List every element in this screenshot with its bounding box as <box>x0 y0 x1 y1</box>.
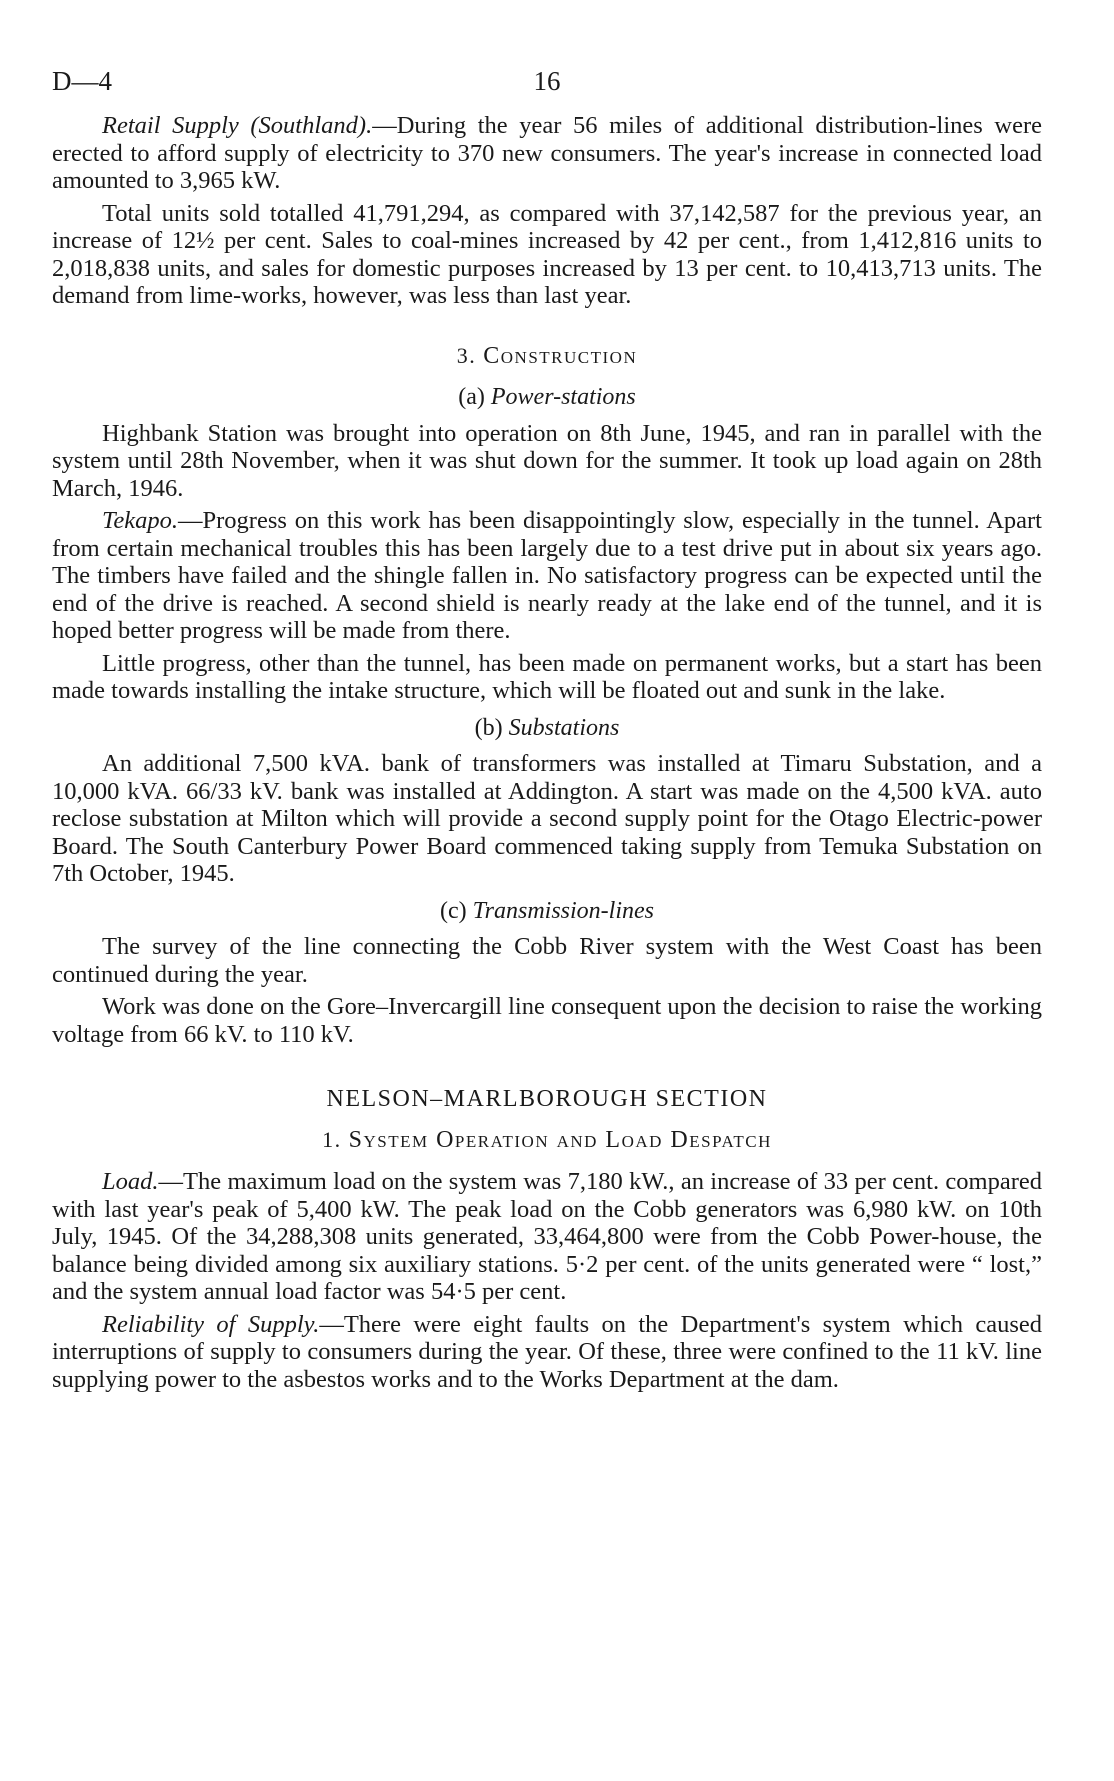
nelson-marlborough-heading: NELSON–MARLBOROUGH SECTION <box>326 1086 768 1112</box>
units-sold-paragraph: Total units sold totalled 41,791,294, as compared with 37,142,587 for the previous year, an increase of 12½ per cent. Sales to coal-mines increased by 42 per cent., from 1,412,816 units to 2,018,838 units, and sales for domestic purposes increased by 13 per cent. to 10,413,713 units. The demand from lime-works, however, was less than last year. <box>52 199 1042 309</box>
substations-label: (b) <box>474 714 503 741</box>
system-operation-heading <box>52 1126 1042 1155</box>
transmission-heading <box>52 898 1042 926</box>
substations-paragraph: An additional 7,500 kVA. bank of transformers was installed at Timaru Substation, and a 10,000 kVA. 66/33 kV. bank was installed at Addington. A start was made on the 4,500 kVA. auto reclose substation at Milton which will provide a second supply point for the Otago Electric-power Board. The South Canterbury Power Board commenced taking supply from Temuka Substation on 7th October, 1945. <box>52 750 1042 887</box>
construction-heading-text: Construction <box>483 342 638 369</box>
retail-supply-text: —During the year 56 miles of additional distribution-lines were erected to afford supply of electricity to 370 new consumers. The year's increase in connected load amounted to 3,965 kW. <box>52 112 1042 194</box>
page-header <box>52 68 1042 112</box>
retail-supply-paragraph <box>52 112 1042 195</box>
permanent-works-paragraph: Little progress, other than the tunnel, has been made on permanent works, but a start has been made towards installing the intake structure, which will be floated out and sunk in the lake. <box>52 649 1042 704</box>
page-number: 16 <box>533 66 561 96</box>
load-heading: Load. <box>102 1168 159 1195</box>
tekapo-paragraph <box>52 507 1042 645</box>
transmission-title: Transmission-lines <box>472 897 654 924</box>
power-stations-label: (a) <box>458 384 485 410</box>
system-operation-number: 1. <box>322 1126 342 1152</box>
highbank-paragraph: Highbank Station was brought into operation on 8th June, 1945, and ran in parallel with the system until 28th November, when it was shut down for the summer. It took up load again on 28th March, 1946. <box>52 419 1042 502</box>
retail-supply-heading: Retail Supply (Southland). <box>102 112 373 139</box>
construction-heading <box>52 342 1042 371</box>
survey-paragraph: The survey of the line connecting the Cobb River system with the West Coast has been continued during the year. <box>52 933 1042 988</box>
system-operation-title: System Operation and Load Despatch <box>348 1126 772 1153</box>
transmission-label: (c) <box>439 897 467 924</box>
reliability-text: —There were eight faults on the Department's system which caused interruptions of supply to consumers during the year. Of these, three were confined to the 11 kV. line supplying power to the asbestos works and to the Works Department at the dam. <box>52 1310 1042 1393</box>
load-paragraph <box>52 1168 1042 1306</box>
substations-heading <box>52 715 1042 743</box>
power-stations-heading <box>52 384 1042 412</box>
document-reference: D—4 <box>52 66 112 96</box>
reliability-paragraph <box>52 1311 1042 1394</box>
reliability-heading: Reliability of Supply. <box>102 1310 320 1338</box>
construction-heading-number: 3. <box>456 342 477 368</box>
load-text: —The maximum load on the system was 7,180 kW., an increase of 33 per cent. compared with last year's peak of 5,400 kW. The peak load on the Cobb generators was 6,980 kW. on 10th July, 1945. Of the 34,288,308 units generated, 33,464,800 were from the Cobb Power-house, the balance being divided among six auxiliary stations. 5·2 per cent. of the units generated were “ lost,” and the system annual load factor was 54·5 per cent. <box>52 1168 1042 1305</box>
document-page <box>52 68 1042 1398</box>
tekapo-text: —Progress on this work has been disappointingly slow, especially in the tunnel. Apart from certain mechanical troubles this has been largely due to a test drive put in about six years ago. The timbers have failed and the shingle fallen in. No satisfactory progress can be expected until the end of the drive is reached. A second shield is nearly ready at the lake end of the tunnel, and it is hoped better progress will be made from there. <box>52 507 1042 644</box>
gore-invercargill-paragraph: Work was done on the Gore–Invercargill line consequent upon the decision to raise the working voltage from 66 kV. to 110 kV. <box>52 993 1042 1048</box>
power-stations-title: Power-stations <box>490 384 636 410</box>
substations-title: Substations <box>508 714 620 741</box>
tekapo-heading: Tekapo. <box>102 507 179 534</box>
